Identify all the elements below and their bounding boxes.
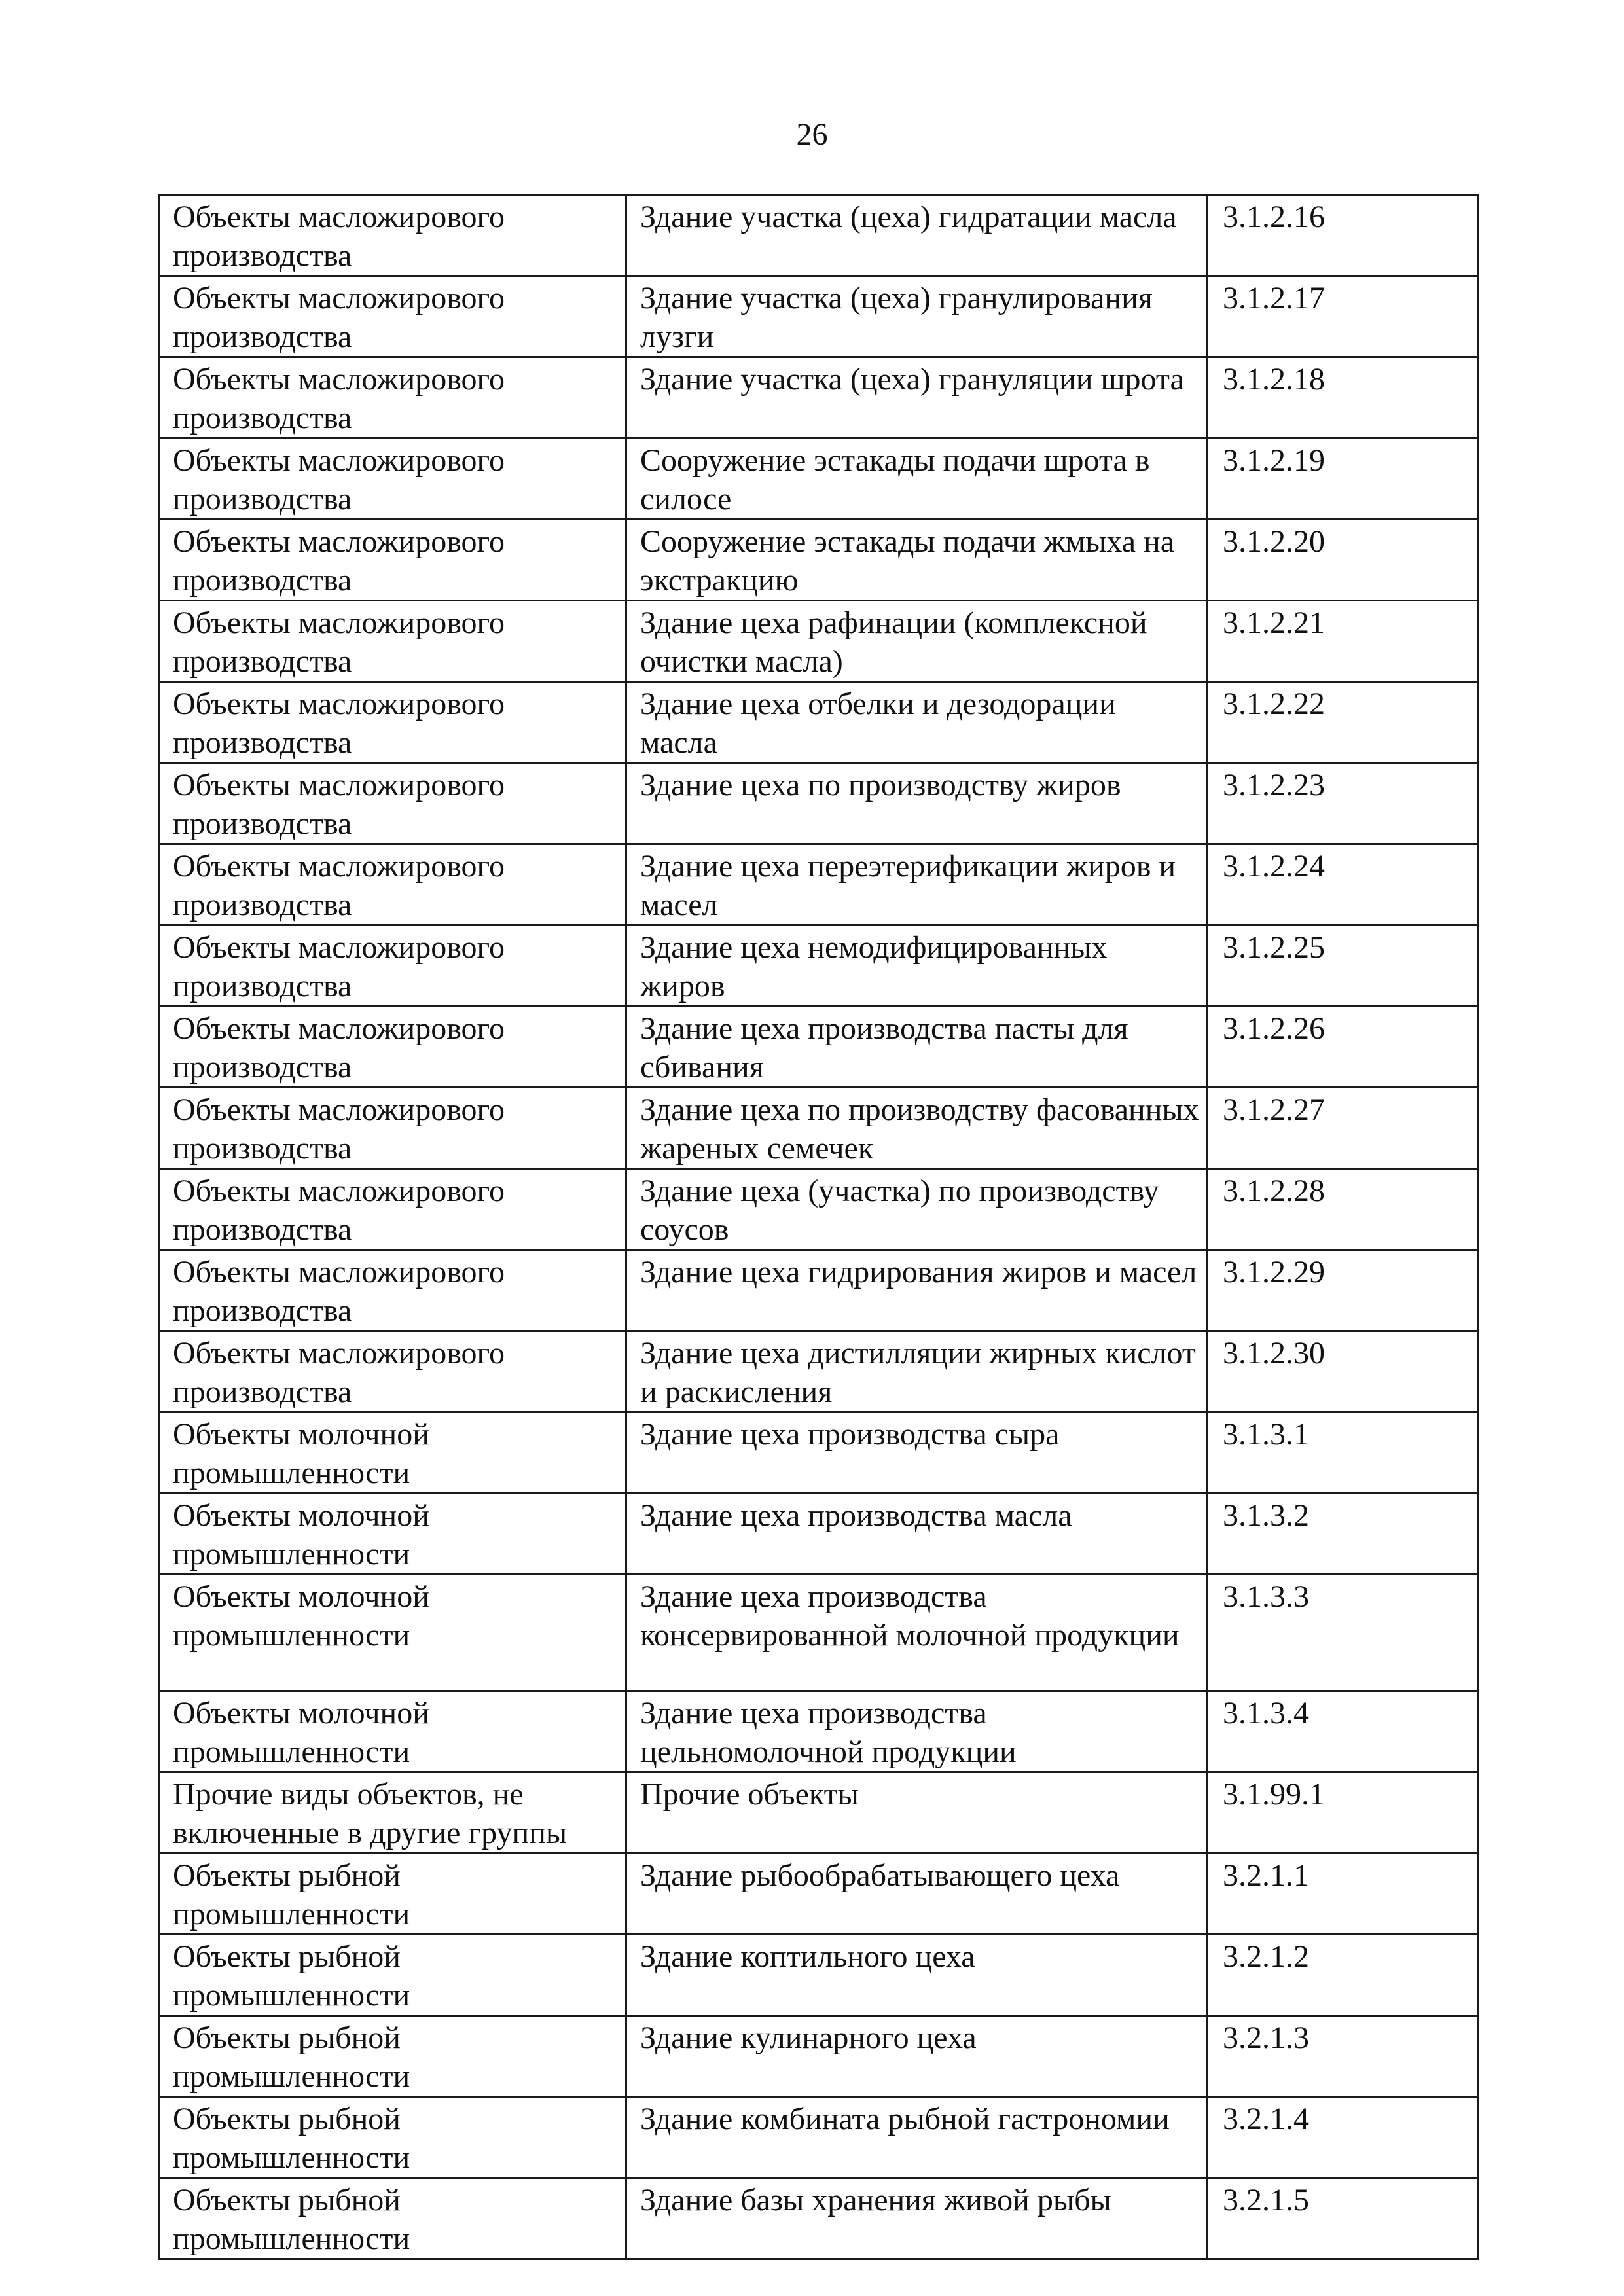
category-cell: Объекты масложирового производства	[159, 1088, 626, 1169]
category-cell: Объекты масложирового производства	[159, 1331, 626, 1412]
code-cell: 3.1.99.1	[1208, 1772, 1479, 1854]
category-cell: Объекты масложирового производства	[159, 439, 626, 520]
table-row	[159, 1007, 1479, 1088]
object-cell: Здание цеха производства масла	[626, 1494, 1208, 1575]
object-cell: Здание коптильного цеха	[626, 1935, 1208, 2016]
category-cell: Объекты рыбной промышленности	[159, 2097, 626, 2178]
code-cell: 3.2.1.1	[1208, 1854, 1479, 1935]
category-cell: Объекты рыбной промышленности	[159, 1854, 626, 1935]
category-cell: Объекты масложирового производства	[159, 357, 626, 439]
code-cell: 3.1.2.26	[1208, 1007, 1479, 1088]
table-row	[159, 763, 1479, 844]
table-row	[159, 1691, 1479, 1772]
object-cell: Здание комбината рыбной гастрономии	[626, 2097, 1208, 2178]
code-cell: 3.1.2.21	[1208, 601, 1479, 682]
category-cell: Объекты масложирового производства	[159, 1007, 626, 1088]
code-cell: 3.1.2.28	[1208, 1169, 1479, 1250]
object-cell: Здание цеха немодифицированных жиров	[626, 925, 1208, 1007]
code-cell: 3.2.1.5	[1208, 2178, 1479, 2259]
category-cell: Прочие виды объектов, не включенные в другие группы	[159, 1772, 626, 1854]
table-row	[159, 2016, 1479, 2097]
object-cell: Здание цеха рафинации (комплексной очистки масла)	[626, 601, 1208, 682]
table-row	[159, 682, 1479, 763]
table-row	[159, 601, 1479, 682]
table-row	[159, 439, 1479, 520]
code-cell: 3.1.2.17	[1208, 276, 1479, 357]
table-row	[159, 195, 1479, 276]
object-cell: Здание базы хранения живой рыбы	[626, 2178, 1208, 2259]
code-cell: 3.1.2.22	[1208, 682, 1479, 763]
category-cell: Объекты рыбной промышленности	[159, 1935, 626, 2016]
object-cell: Здание цеха переэтерификации жиров и масел	[626, 844, 1208, 925]
code-cell: 3.2.1.2	[1208, 1935, 1479, 2016]
code-cell: 3.1.3.3	[1208, 1575, 1479, 1691]
code-cell: 3.1.3.4	[1208, 1691, 1479, 1772]
code-cell: 3.2.1.4	[1208, 2097, 1479, 2178]
category-cell: Объекты молочной промышленности	[159, 1494, 626, 1575]
object-cell: Здание участка (цеха) гидратации масла	[626, 195, 1208, 276]
category-cell: Объекты масложирового производства	[159, 844, 626, 925]
category-cell: Объекты масложирового производства	[159, 601, 626, 682]
table-row	[159, 1935, 1479, 2016]
object-cell: Здание цеха производства цельномолочной продукции	[626, 1691, 1208, 1772]
table-row	[159, 1250, 1479, 1331]
object-classification-table	[158, 194, 1479, 2260]
table-row	[159, 2097, 1479, 2178]
object-cell: Здание цеха (участка) по производству соусов	[626, 1169, 1208, 1250]
category-cell: Объекты рыбной промышленности	[159, 2178, 626, 2259]
object-cell: Здание цеха производства сыра	[626, 1412, 1208, 1494]
code-cell: 3.1.2.25	[1208, 925, 1479, 1007]
object-cell: Здание участка (цеха) гранулирования лузги	[626, 276, 1208, 357]
table-row	[159, 520, 1479, 601]
category-cell: Объекты масложирового производства	[159, 276, 626, 357]
table-row	[159, 2178, 1479, 2259]
table-row	[159, 925, 1479, 1007]
object-cell: Сооружение эстакады подачи шрота в силосе	[626, 439, 1208, 520]
category-cell: Объекты молочной промышленности	[159, 1412, 626, 1494]
code-cell: 3.1.2.27	[1208, 1088, 1479, 1169]
object-cell: Прочие объекты	[626, 1772, 1208, 1854]
object-cell: Сооружение эстакады подачи жмыха на экстракцию	[626, 520, 1208, 601]
code-cell: 3.1.2.24	[1208, 844, 1479, 925]
table-row	[159, 1772, 1479, 1854]
category-cell: Объекты масложирового производства	[159, 1169, 626, 1250]
object-cell: Здание рыбообрабатывающего цеха	[626, 1854, 1208, 1935]
object-cell: Здание цеха по производству фасованных жареных семечек	[626, 1088, 1208, 1169]
code-cell: 3.1.2.18	[1208, 357, 1479, 439]
table-row	[159, 1088, 1479, 1169]
table-row	[159, 1854, 1479, 1935]
object-cell: Здание цеха гидрирования жиров и масел	[626, 1250, 1208, 1331]
category-cell: Объекты масложирового производства	[159, 520, 626, 601]
category-cell: Объекты молочной промышленности	[159, 1575, 626, 1691]
code-cell: 3.2.1.3	[1208, 2016, 1479, 2097]
object-cell: Здание кулинарного цеха	[626, 2016, 1208, 2097]
table-row	[159, 1575, 1479, 1691]
table-row	[159, 1494, 1479, 1575]
code-cell: 3.1.2.20	[1208, 520, 1479, 601]
table-row	[159, 1331, 1479, 1412]
category-cell: Объекты молочной промышленности	[159, 1691, 626, 1772]
code-cell: 3.1.3.1	[1208, 1412, 1479, 1494]
object-cell: Здание участка (цеха) грануляции шрота	[626, 357, 1208, 439]
category-cell: Объекты масложирового производства	[159, 195, 626, 276]
category-cell: Объекты рыбной промышленности	[159, 2016, 626, 2097]
code-cell: 3.1.2.30	[1208, 1331, 1479, 1412]
table-row	[159, 844, 1479, 925]
object-cell: Здание цеха производства пасты для сбивания	[626, 1007, 1208, 1088]
table-row	[159, 357, 1479, 439]
category-cell: Объекты масложирового производства	[159, 763, 626, 844]
table-row	[159, 276, 1479, 357]
page-number: 26	[796, 117, 828, 152]
category-cell: Объекты масложирового производства	[159, 682, 626, 763]
code-cell: 3.1.2.16	[1208, 195, 1479, 276]
code-cell: 3.1.2.19	[1208, 439, 1479, 520]
object-cell: Здание цеха дистилляции жирных кислот и раскисления	[626, 1331, 1208, 1412]
table-row	[159, 1412, 1479, 1494]
code-cell: 3.1.2.29	[1208, 1250, 1479, 1331]
object-cell: Здание цеха отбелки и дезодорации масла	[626, 682, 1208, 763]
code-cell: 3.1.3.2	[1208, 1494, 1479, 1575]
object-cell: Здание цеха производства консервированной молочной продукции	[626, 1575, 1208, 1691]
object-cell: Здание цеха по производству жиров	[626, 763, 1208, 844]
table-row	[159, 1169, 1479, 1250]
code-cell: 3.1.2.23	[1208, 763, 1479, 844]
category-cell: Объекты масложирового производства	[159, 1250, 626, 1331]
category-cell: Объекты масложирового производства	[159, 925, 626, 1007]
